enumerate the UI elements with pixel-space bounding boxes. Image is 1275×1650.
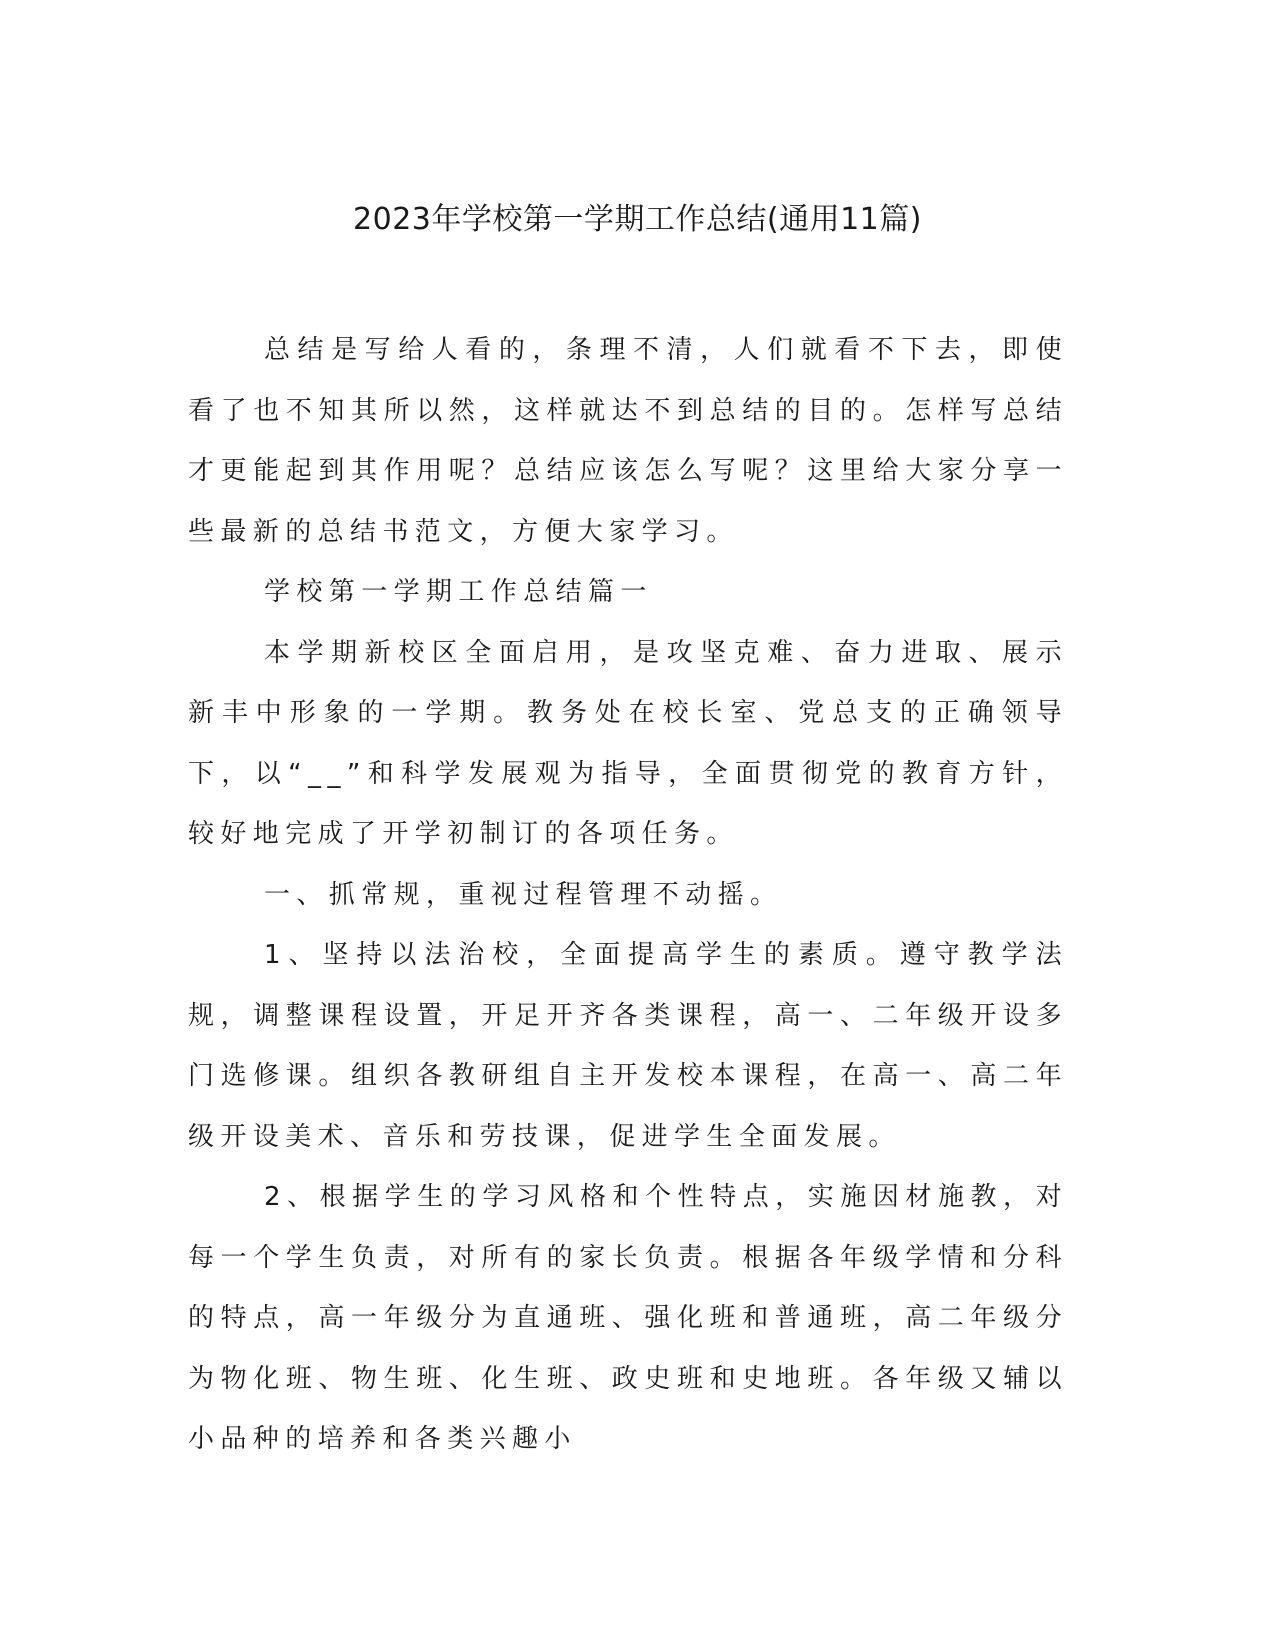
document-title: 2023年学校第一学期工作总结(通用11篇) (353, 202, 922, 237)
paragraph-item-1: 1、坚持以法治校，全面提高学生的素质。遵守教学法规，调整课程设置，开足开齐各类课程，高一、二年级开设多门选修课。组织各教研组自主开发校本课程，在高一、高二年级开设美术、音乐和劳技课，促进学生全面发展。 (188, 940, 1068, 1152)
subsection-heading: 一、抓常规，重视过程管理不动摇。 (264, 879, 783, 910)
paragraph-overview: 本学期新校区全面启用，是攻坚克难、奋力进取、展示新丰中形象的一学期。教务处在校长室、党总支的正确领导下，以“__”和科学发展观为指导，全面贯彻党的教育方针，较好地完成了开学初制订的各项任务。 (188, 637, 1068, 849)
section-heading: 学校第一学期工作总结篇一 (264, 577, 653, 607)
paragraph-intro: 总结是写给人看的，条理不清，人们就看不下去，即使看了也不知其所以然，这样就达不到总结的目的。怎样写总结才更能起到其作用呢？总结应该怎么写呢？这里给大家分享一些最新的总结书范文，方便大家学习。 (188, 335, 1068, 547)
document-body (188, 320, 1068, 1470)
paragraph-item-2: 2、根据学生的学习风格和个性特点，实施因材施教，对每一个学生负责，对所有的家长负责。根据各年级学情和分科的特点，高一年级分为直通班、强化班和普通班，高二年级分为物化班、物生班、化生班、政史班和史地班。各年级又辅以小品种的培养和各类兴趣小 (188, 1182, 1068, 1454)
